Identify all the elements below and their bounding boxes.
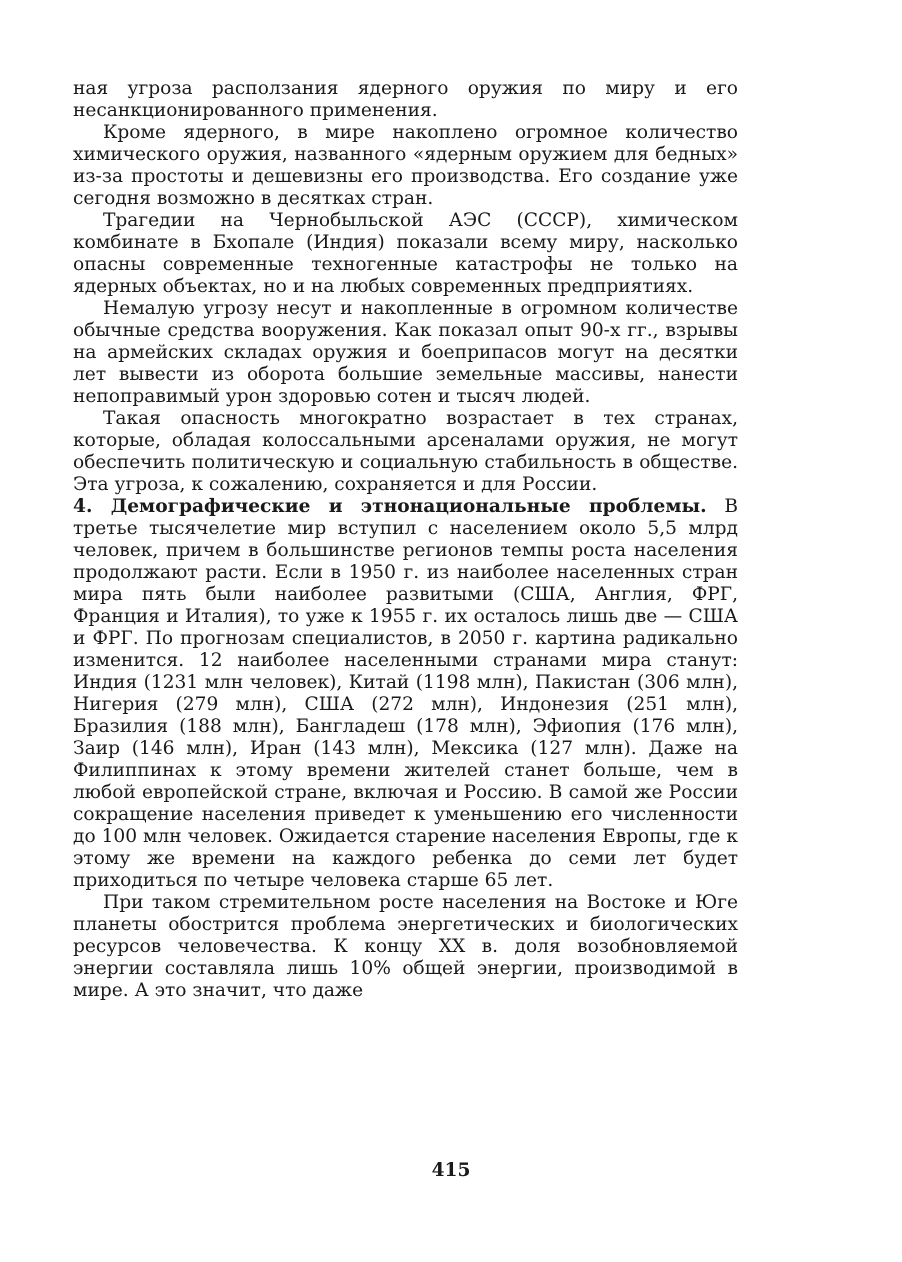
paragraph-conventional-weapons: Немалую угрозу несут и накопленные в огромном количестве обычные средства вооружения. Как показал опыт 90-х гг., взрывы на армейских складах оружия и боеприпасов могут на десятки лет вывести из оборота большие земельные массивы, нанести непоправимый урон здоровью сотен и тысяч людей. — [73, 298, 738, 407]
paragraph-instability: Такая опасность многократно возрастает в тех странах, которые, обладая колоссальными арсеналами оружия, не могут обеспечить политическую и социальную стабильность в обществе. Эта угроза, к сожалению, сохраняется и для России. — [73, 408, 738, 495]
paragraph-resources: При таком стремительном росте населения на Востоке и Юге планеты обострится проблема энергетических и биологических ресурсов человечества. К концу XX в. доля возобновляемой энергии составляла лишь 10% общей энергии, производимой в мире. А это значит, что даже — [73, 892, 738, 1001]
section-demographics — [73, 496, 738, 892]
page-number: 415 — [431, 1160, 471, 1181]
section-text: В третье тысячелетие мир вступил с населением около 5,5 млрд человек, причем в большинстве регионов темпы роста населения продолжают расти. Если в 1950 г. из наиболее населенных стран мира пять были наиболее развитыми (США, Англия, ФРГ, Франция и Италия), то уже к 1955 г. их осталось лишь две — США и ФРГ. По прогнозам специалистов, в 2050 г. картина радикально изменится. 12 наиболее населенными странами мира станут: Индия (1231 млн человек), Китай (1198 млн), Пакистан (306 млн), Нигерия (279 млн), США (272 млн), Индонезия (251 млн), Бразилия (188 млн), Бангладеш (178 млн), Эфиопия (176 млн), Заир (146 млн), Иран (143 млн), Мексика (127 млн). Даже на Филиппинах к этому времени жителей станет больше, чем в любой европейской стране, включая и Россию. В самой же России сокращение населения приведет к уменьшению его численности до 100 млн человек. Ожидается старение населения Европы, где к этому же времени на каждого ребенка до семи лет будет приходиться по четыре человека старше 65 лет. — [73, 496, 738, 891]
paragraph-chemical-weapons: Кроме ядерного, в мире накоплено огромное количество химического оружия, названного «ядерным оружием для бедных» из-за простоты и дешевизны его производства. Его создание уже сегодня возможно в десятках стран. — [73, 122, 738, 209]
paragraph-continuation: ная угроза расползания ядерного оружия по миру и его несанкционированного применения. — [73, 78, 738, 121]
paragraph-technogenic-disasters: Трагедии на Чернобыльской АЭС (СССР), химическом комбинате в Бхопале (Индия) показали всему миру, насколько опасны современные техногенные катастрофы не только на ядерных объектах, но и на любых современных предприятиях. — [73, 210, 738, 297]
page-body — [73, 78, 738, 1002]
section-heading: 4. Демографические и этнонациональные проблемы. — [73, 496, 707, 517]
